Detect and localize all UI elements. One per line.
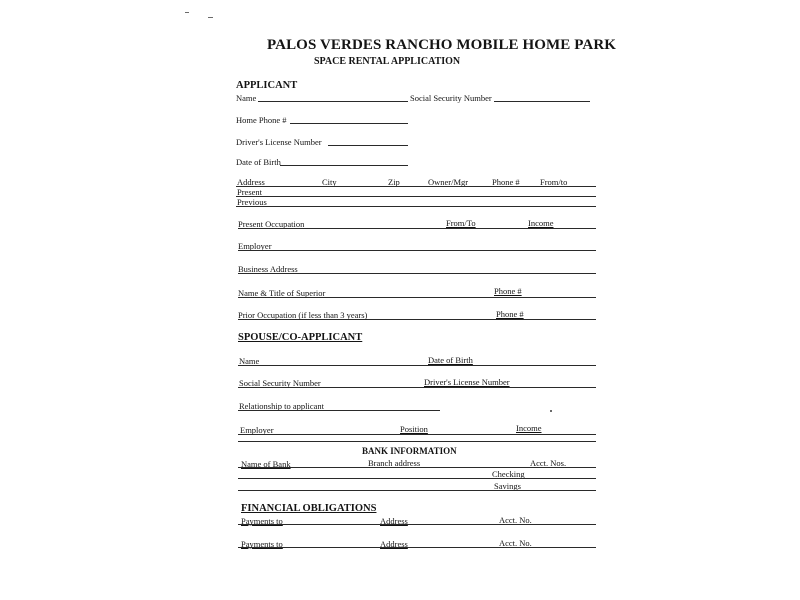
occupation-from-to-label: From/To xyxy=(446,218,476,228)
spouse-employer-field-2[interactable] xyxy=(238,441,596,442)
home-phone-label: Home Phone # xyxy=(236,115,287,125)
business-address-label: Business Address xyxy=(238,264,298,274)
form-title: PALOS VERDES RANCHO MOBILE HOME PARK xyxy=(267,37,617,53)
employer-label: Employer xyxy=(238,241,272,251)
owner-mgr-col-header: Owner/Mgr xyxy=(428,177,469,187)
payments-to-label: Payments to xyxy=(241,539,283,549)
spouse-name-label: Name xyxy=(239,356,260,366)
applicant-name-field[interactable] xyxy=(258,101,408,102)
prior-occupation-field[interactable] xyxy=(238,319,596,320)
present-occupation-label: Present Occupation xyxy=(238,219,305,229)
savings-label: Savings xyxy=(494,481,521,491)
zip-col-header: Zip xyxy=(388,177,400,187)
present-address-field[interactable] xyxy=(236,196,596,197)
superior-field[interactable] xyxy=(238,297,596,298)
phone-col-header: Phone # xyxy=(492,177,520,187)
address-header-rule xyxy=(236,186,596,187)
form-subtitle: SPACE RENTAL APPLICATION xyxy=(314,56,461,67)
savings-field[interactable] xyxy=(238,490,596,491)
address-col-header: Address xyxy=(237,177,265,187)
present-address-label: Present xyxy=(237,187,263,197)
payments-to-label: Payments to xyxy=(241,516,283,526)
occupation-income-label: Income xyxy=(528,218,554,228)
spouse-employer-field[interactable] xyxy=(238,434,596,435)
business-address-field[interactable] xyxy=(238,273,596,274)
payments-acct-label: Acct. No. xyxy=(499,515,532,525)
prior-occupation-label: Prior Occupation (if less than 3 years) xyxy=(238,310,368,320)
from-to-col-header: From/to xyxy=(540,177,568,187)
name-of-bank-label: Name of Bank xyxy=(241,459,291,469)
dob-field[interactable] xyxy=(280,165,408,166)
dob-label: Date of Birth xyxy=(236,157,281,167)
spouse-name-field[interactable] xyxy=(238,365,596,366)
present-occupation-field[interactable] xyxy=(238,228,596,229)
payments-field[interactable] xyxy=(238,524,596,525)
scan-speck xyxy=(185,12,189,13)
payments-address-label: Address xyxy=(380,539,408,549)
spouse-ssn-label: Social Security Number xyxy=(239,378,321,388)
spouse-heading: SPOUSE/CO-APPLICANT xyxy=(238,332,363,343)
relationship-label: Relationship to applicant xyxy=(239,401,324,411)
applicant-ssn-label: Social Security Number xyxy=(410,93,492,103)
previous-address-label: Previous xyxy=(237,197,267,207)
financial-heading: FINANCIAL OBLIGATIONS xyxy=(241,503,377,514)
employer-field[interactable] xyxy=(238,250,596,251)
spouse-dob-label: Date of Birth xyxy=(428,355,473,365)
checking-label: Checking xyxy=(492,469,525,479)
drivers-license-field[interactable] xyxy=(328,145,408,146)
spouse-position-label: Position xyxy=(400,424,428,434)
spouse-ssn-field[interactable] xyxy=(238,387,596,388)
scan-speck xyxy=(208,17,213,18)
checking-field[interactable] xyxy=(238,478,596,479)
superior-phone-label: Phone # xyxy=(494,286,522,296)
home-phone-field[interactable] xyxy=(290,123,408,124)
payments-address-label: Address xyxy=(380,516,408,526)
drivers-license-label: Driver's License Number xyxy=(236,137,322,147)
scan-speck xyxy=(550,410,552,412)
payments-acct-label: Acct. No. xyxy=(499,538,532,548)
bank-name-field[interactable] xyxy=(238,467,596,468)
prior-phone-label: Phone # xyxy=(496,309,524,319)
city-col-header: City xyxy=(322,177,337,187)
previous-address-field[interactable] xyxy=(236,206,596,207)
bank-heading: BANK INFORMATION xyxy=(362,446,457,456)
payments-field[interactable] xyxy=(238,547,596,548)
superior-label: Name & Title of Superior xyxy=(238,288,326,298)
spouse-employer-label: Employer xyxy=(240,425,274,435)
relationship-field[interactable] xyxy=(238,410,440,411)
spouse-income-label: Income xyxy=(516,423,542,433)
branch-address-label: Branch address xyxy=(368,458,421,468)
spouse-license-label: Driver's License Number xyxy=(424,377,510,387)
applicant-ssn-field[interactable] xyxy=(494,101,590,102)
applicant-heading: APPLICANT xyxy=(236,80,298,91)
applicant-name-label: Name xyxy=(236,93,257,103)
acct-nos-label: Acct. Nos. xyxy=(530,458,567,468)
